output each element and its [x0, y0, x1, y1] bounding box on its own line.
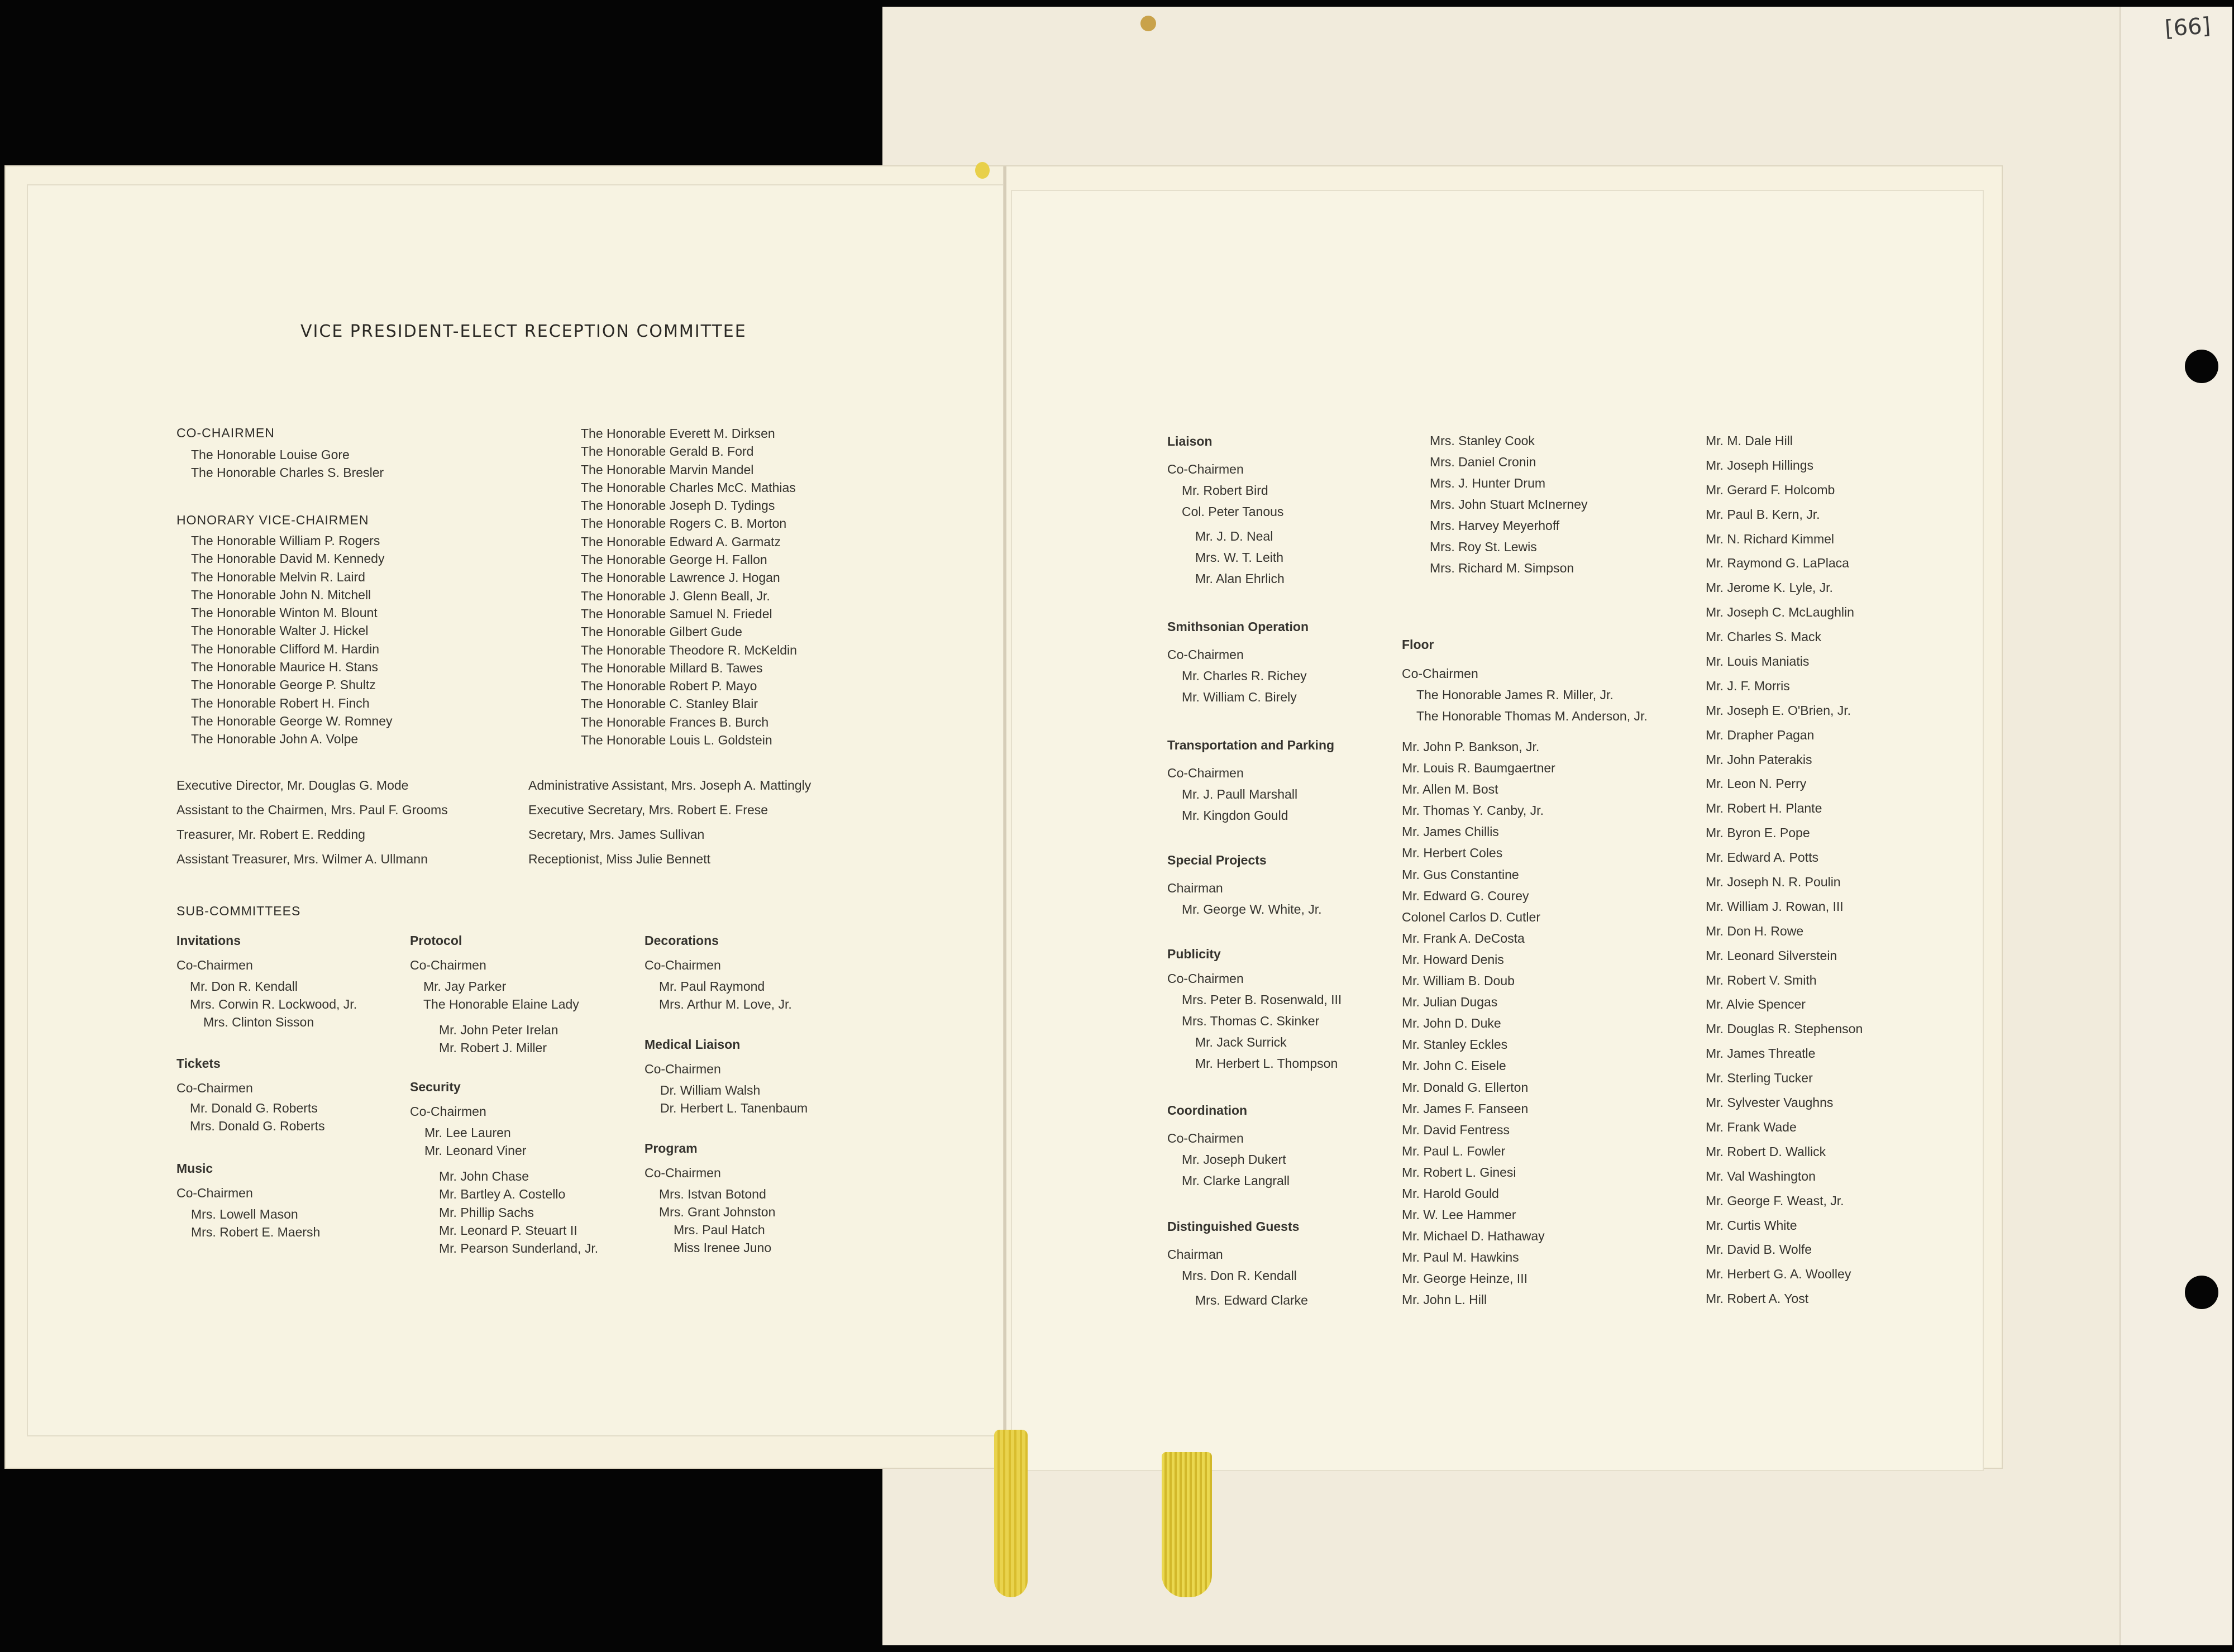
list-item: Mr. John L. Hill	[1402, 1292, 1487, 1307]
binding-cord-knot	[975, 162, 990, 179]
security-sub-list	[439, 1167, 598, 1257]
honorary-list-col2	[581, 424, 797, 749]
section-role: Co-Chairmen	[1167, 971, 1244, 986]
list-item: Mr. John Chase	[439, 1169, 529, 1183]
section-title: Distinguished Guests	[1167, 1219, 1300, 1234]
list-item: The Honorable J. Glenn Beall, Jr.	[581, 588, 770, 603]
list-item: Mr. Phillip Sachs	[439, 1205, 534, 1220]
list-item: The Honorable Charles S. Bresler	[191, 465, 384, 480]
subcommittees-heading: SUB-COMMITTEES	[176, 904, 301, 918]
section-role: Co-Chairmen	[176, 1186, 253, 1200]
member-name: Mr. Jay Parker	[423, 979, 507, 994]
list-item: Mr. Gerard F. Holcomb	[1706, 482, 1835, 497]
list-item: Mr. Drapher Pagan	[1706, 727, 1815, 742]
list-item: The Honorable Marvin Mandel	[581, 462, 754, 477]
list-item: Mr. Paul M. Hawkins	[1402, 1250, 1519, 1265]
list-item: Mr. David B. Wolfe	[1706, 1242, 1812, 1257]
list-item: Mr. Howard Denis	[1402, 952, 1504, 967]
list-item: The Honorable Louis L. Goldstein	[581, 733, 772, 748]
section-role: Co-Chairmen	[410, 958, 486, 972]
list-item: Mrs. Daniel Cronin	[1430, 455, 1536, 469]
member-name: Mrs. Don R. Kendall	[1182, 1268, 1297, 1283]
list-item: Mr. Curtis White	[1706, 1217, 1797, 1233]
member-name: Mr. Jack Surrick	[1195, 1035, 1287, 1049]
list-item: Mr. Michael D. Hathaway	[1402, 1229, 1545, 1244]
binding-cord	[994, 1430, 1028, 1597]
list-item: The Honorable John A. Volpe	[191, 732, 359, 747]
list-item: Mr. Louis R. Baumgaertner	[1402, 761, 1555, 776]
member-name: Mrs. Corwin R. Lockwood, Jr.	[190, 997, 357, 1011]
list-item: Mr. Leonard Silverstein	[1706, 948, 1837, 963]
section-role: Co-Chairmen	[1167, 766, 1244, 780]
punch-hole	[2185, 1276, 2218, 1309]
list-item: The Honorable George P. Shultz	[191, 677, 376, 693]
section-title: Liaison	[1167, 434, 1213, 448]
list-item: Mr. Alvie Spencer	[1706, 997, 1806, 1012]
list-item: Treasurer, Mr. Robert E. Redding	[176, 827, 365, 842]
section-role: Co-Chairmen	[1402, 666, 1478, 681]
booklet-spine	[1004, 166, 1006, 1468]
list-item: Mr. Jerome K. Lyle, Jr.	[1706, 580, 1833, 595]
list-item: Administrative Assistant, Mrs. Joseph A. Mattingly	[528, 778, 812, 792]
list-item: Mr. Robert D. Wallick	[1706, 1144, 1826, 1159]
list-item: Mr. Stanley Eckles	[1402, 1037, 1508, 1052]
list-item: The Honorable Charles McC. Mathias	[581, 480, 796, 495]
member-name: Mr. Kingdon Gould	[1182, 808, 1288, 823]
member-name: Mr. Donald G. Roberts	[190, 1101, 318, 1115]
list-item: Mrs. Richard M. Simpson	[1430, 561, 1574, 575]
list-item: Mr. George Heinze, III	[1402, 1271, 1527, 1286]
member-name: Dr. William Walsh	[660, 1083, 761, 1097]
list-item: Mr. Joseph Hillings	[1706, 457, 1814, 472]
list-item: The Honorable George W. Romney	[191, 713, 393, 728]
section-title: Tickets	[176, 1056, 221, 1071]
member-name: Mrs. Istvan Botond	[659, 1187, 766, 1201]
list-item: The Honorable Melvin R. Laird	[191, 569, 365, 584]
member-name: The Honorable Thomas M. Anderson, Jr.	[1416, 709, 1648, 723]
list-item: The Honorable David M. Kennedy	[191, 551, 385, 566]
list-item: The Honorable Clifford M. Hardin	[191, 641, 380, 656]
list-item: Mr. James Threatle	[1706, 1046, 1816, 1061]
list-item: The Honorable C. Stanley Blair	[581, 696, 758, 712]
section-title: Medical Liaison	[645, 1037, 741, 1052]
list-item: Secretary, Mrs. James Sullivan	[528, 827, 705, 842]
list-item: Executive Secretary, Mrs. Robert E. Frese	[528, 803, 768, 817]
section-role: Co-Chairmen	[1167, 462, 1244, 476]
list-item: Mr. Sylvester Vaughns	[1706, 1095, 1834, 1110]
list-item: Mr. Frank Wade	[1706, 1119, 1797, 1134]
list-item: Mr. Robert L. Ginesi	[1402, 1164, 1516, 1180]
member-name: Mrs. Arthur M. Love, Jr.	[659, 997, 792, 1011]
list-item: Mr. William B. Doub	[1402, 973, 1515, 989]
list-item: Receptionist, Miss Julie Bennett	[528, 852, 710, 866]
section-role: Co-Chairmen	[645, 958, 721, 972]
list-item: Mr. Val Washington	[1706, 1168, 1816, 1183]
list-item: Mr. John Paterakis	[1706, 752, 1812, 767]
list-item: Mrs. J. Hunter Drum	[1430, 476, 1546, 490]
list-item: Mr. Gus Constantine	[1402, 867, 1519, 882]
column2-list	[1430, 430, 1588, 579]
member-name: Mr. Joseph Dukert	[1182, 1152, 1286, 1167]
list-item: Mr. Bartley A. Costello	[439, 1187, 566, 1202]
list-item: The Honorable Walter J. Hickel	[191, 623, 369, 638]
archive-number: [66]	[2164, 13, 2212, 42]
section-title: Music	[176, 1161, 213, 1176]
list-item: Mr. Joseph E. O'Brien, Jr.	[1706, 703, 1851, 718]
list-item: The Honorable William P. Rogers	[191, 533, 380, 548]
list-item: Mr. Joseph N. R. Poulin	[1706, 875, 1841, 890]
list-item: Mr. Edward A. Potts	[1706, 850, 1818, 865]
list-item: Mr. David Fentress	[1402, 1122, 1510, 1137]
list-item: Mr. George F. Weast, Jr.	[1706, 1193, 1844, 1208]
list-item: Mrs. John Stuart McInerney	[1430, 497, 1588, 512]
section-role: Chairman	[1167, 881, 1223, 895]
list-item: Mr. John P. Bankson, Jr.	[1402, 739, 1540, 754]
list-item: Colonel Carlos D. Cutler	[1402, 909, 1540, 924]
honorary-vice-chairmen-heading: HONORARY VICE-CHAIRMEN	[176, 513, 369, 527]
list-item: Assistant to the Chairmen, Mrs. Paul F. Grooms	[176, 803, 448, 817]
list-item: Mr. Robert H. Plante	[1706, 801, 1822, 816]
section-title: Program	[645, 1141, 698, 1156]
list-item: Mr. Thomas Y. Canby, Jr.	[1402, 803, 1544, 818]
list-item: Executive Director, Mr. Douglas G. Mode	[176, 778, 409, 792]
page-title: VICE PRESIDENT-ELECT RECEPTION COMMITTEE	[300, 322, 747, 341]
member-name: Col. Peter Tanous	[1182, 504, 1284, 519]
section-title: Decorations	[645, 933, 719, 948]
list-item: The Honorable Frances B. Burch	[581, 714, 769, 729]
list-item: Mr. W. Lee Hammer	[1402, 1207, 1516, 1223]
section-role: Co-Chairmen	[1167, 647, 1244, 662]
list-item: The Honorable Edward A. Garmatz	[581, 534, 781, 549]
section-title: Publicity	[1167, 947, 1221, 961]
member-name: Mr. William C. Birely	[1182, 690, 1297, 704]
list-item: The Honorable Rogers C. B. Morton	[581, 516, 787, 531]
list-item: Mr. Charles S. Mack	[1706, 629, 1822, 644]
member-name: Mr. Leonard Viner	[424, 1143, 527, 1158]
list-item: Mr. Julian Dugas	[1402, 995, 1498, 1010]
list-item: Mr. Leon N. Perry	[1706, 776, 1807, 791]
member-name: Mrs. Thomas C. Skinker	[1182, 1014, 1320, 1028]
list-item: Mr. Frank A. DeCosta	[1402, 930, 1525, 946]
section-role: Co-Chairmen	[645, 1062, 721, 1076]
section-title: Transportation and Parking	[1167, 738, 1335, 752]
list-item: The Honorable Maurice H. Stans	[191, 660, 378, 675]
member-name: The Honorable James R. Miller, Jr.	[1416, 687, 1614, 702]
list-item: The Honorable Lawrence J. Hogan	[581, 570, 780, 585]
member-name: Mr. Herbert L. Thompson	[1195, 1056, 1338, 1071]
list-item: Mr. Harold Gould	[1402, 1186, 1499, 1201]
member-name: The Honorable Elaine Lady	[423, 997, 579, 1011]
column3-list	[1706, 429, 1863, 1311]
co-chairmen-heading: CO-CHAIRMEN	[176, 426, 275, 440]
staff-list-right	[528, 773, 811, 871]
mount-strip	[2120, 7, 2232, 1645]
member-name: Mr. Don R. Kendall	[190, 979, 298, 994]
list-item: Mr. Douglas R. Stephenson	[1706, 1021, 1863, 1037]
list-item: Mr. Robert V. Smith	[1706, 972, 1817, 987]
member-name: Mr. J. D. Neal	[1195, 529, 1273, 543]
list-item: Mr. John C. Eisele	[1402, 1058, 1506, 1073]
member-name: Mr. Robert J. Miller	[439, 1040, 547, 1055]
member-name: Mrs. Edward Clarke	[1195, 1293, 1308, 1307]
section-role: Co-Chairmen	[176, 958, 253, 972]
list-item: Mr. J. F. Morris	[1706, 678, 1790, 693]
section-title: Floor	[1402, 637, 1434, 652]
list-item: The Honorable Millard B. Tawes	[581, 660, 763, 675]
section-role: Co-Chairmen	[410, 1104, 486, 1119]
member-name: Mr. George W. White, Jr.	[1182, 902, 1322, 916]
list-item: The Honorable John N. Mitchell	[191, 587, 371, 602]
list-item: The Honorable George H. Fallon	[581, 552, 767, 567]
member-name: Mr. J. Paull Marshall	[1182, 787, 1298, 801]
member-name: Dr. Herbert L. Tanenbaum	[660, 1101, 808, 1115]
list-item: Mr. Paul L. Fowler	[1402, 1143, 1506, 1158]
list-item: Mr. Edward G. Courey	[1402, 888, 1529, 903]
list-item: The Honorable Theodore R. McKeldin	[581, 642, 797, 657]
member-name: Miss Irenee Juno	[674, 1240, 772, 1255]
member-name: Mr. Robert Bird	[1182, 483, 1268, 498]
list-item: Mr. Joseph C. McLaughlin	[1706, 605, 1854, 620]
member-name: Mrs. Peter B. Rosenwald, III	[1182, 992, 1342, 1007]
list-item: The Honorable Gilbert Gude	[581, 624, 742, 639]
member-name: Mrs. Paul Hatch	[674, 1223, 765, 1237]
member-name: Mr. Lee Lauren	[424, 1125, 511, 1140]
list-item: The Honorable Joseph D. Tydings	[581, 498, 775, 513]
list-item: Mr. N. Richard Kimmel	[1706, 531, 1835, 546]
list-item: Mr. Allen M. Bost	[1402, 782, 1498, 797]
list-item: Mr. Donald G. Ellerton	[1402, 1080, 1529, 1095]
section-title: Protocol	[410, 933, 462, 948]
list-item: Mr. James F. Fanseen	[1402, 1101, 1529, 1116]
member-name: Mrs. Robert E. Maersh	[191, 1225, 321, 1239]
list-item: The Honorable Robert H. Finch	[191, 695, 370, 710]
member-name: Mrs. Lowell Mason	[191, 1207, 298, 1221]
section-role: Chairman	[1167, 1247, 1223, 1262]
member-name: Mrs. Donald G. Roberts	[190, 1119, 325, 1133]
list-item: Mrs. Roy St. Lewis	[1430, 539, 1537, 554]
staff-list-left	[176, 773, 448, 871]
list-item: The Honorable Gerald B. Ford	[581, 444, 754, 459]
list-item: The Honorable Louise Gore	[191, 447, 350, 462]
co-chairmen-list	[191, 446, 384, 482]
list-item: Mr. Herbert G. A. Woolley	[1706, 1267, 1851, 1282]
list-item: Mr. Don H. Rowe	[1706, 923, 1804, 938]
list-item: The Honorable Everett M. Dirksen	[581, 426, 775, 441]
list-item: The Honorable Robert P. Mayo	[581, 679, 757, 694]
member-name: Mr. Paul Raymond	[659, 979, 765, 994]
list-item: Mr. Louis Maniatis	[1706, 654, 1810, 669]
list-item: Mr. John D. Duke	[1402, 1016, 1501, 1031]
list-item: Mr. M. Dale Hill	[1706, 433, 1793, 448]
section-role: Co-Chairmen	[645, 1166, 721, 1180]
member-name: Mr. John Peter Irelan	[439, 1023, 558, 1037]
honorary-list-col1	[191, 532, 393, 748]
member-name: Mr. Clarke Langrall	[1182, 1173, 1290, 1188]
section-title: Coordination	[1167, 1103, 1248, 1118]
punch-hole	[2185, 350, 2218, 383]
tassel	[1162, 1452, 1212, 1597]
list-item: Mrs. Harvey Meyerhoff	[1430, 518, 1560, 533]
list-item: Mr. Paul B. Kern, Jr.	[1706, 507, 1820, 522]
list-item: Mr. Robert A. Yost	[1706, 1291, 1809, 1306]
list-item: Mr. Raymond G. LaPlaca	[1706, 556, 1849, 571]
section-role: Co-Chairmen	[1167, 1131, 1244, 1145]
list-item: Mr. Sterling Tucker	[1706, 1071, 1813, 1086]
member-name: Mr. Alan Ehrlich	[1195, 571, 1285, 586]
section-title: Security	[410, 1080, 461, 1094]
pin-mark	[1140, 16, 1156, 31]
list-item: Mr. James Chillis	[1402, 824, 1499, 839]
member-name: Mrs. W. T. Leith	[1195, 550, 1284, 565]
member-name: Mr. Charles R. Richey	[1182, 669, 1307, 683]
member-name: Mrs. Clinton Sisson	[203, 1015, 314, 1029]
section-title: Invitations	[176, 933, 241, 948]
list-item: Mr. Pearson Sunderland, Jr.	[439, 1241, 599, 1256]
floor-list	[1402, 736, 1555, 1311]
list-item: Mr. Leonard P. Steuart II	[439, 1223, 577, 1238]
section-title: Smithsonian Operation	[1167, 619, 1309, 634]
list-item: The Honorable Samuel N. Friedel	[581, 606, 772, 621]
section-role: Co-Chairmen	[176, 1081, 253, 1095]
list-item: Mr. Herbert Coles	[1402, 846, 1503, 861]
list-item: Mrs. Stanley Cook	[1430, 433, 1535, 448]
list-item: Mr. William J. Rowan, III	[1706, 899, 1844, 914]
member-name: Mrs. Grant Johnston	[659, 1205, 776, 1219]
list-item: The Honorable Winton M. Blount	[191, 605, 378, 620]
list-item: Assistant Treasurer, Mrs. Wilmer A. Ullmann	[176, 852, 428, 866]
section-title: Special Projects	[1167, 853, 1267, 867]
list-item: Mr. Byron E. Pope	[1706, 825, 1810, 841]
